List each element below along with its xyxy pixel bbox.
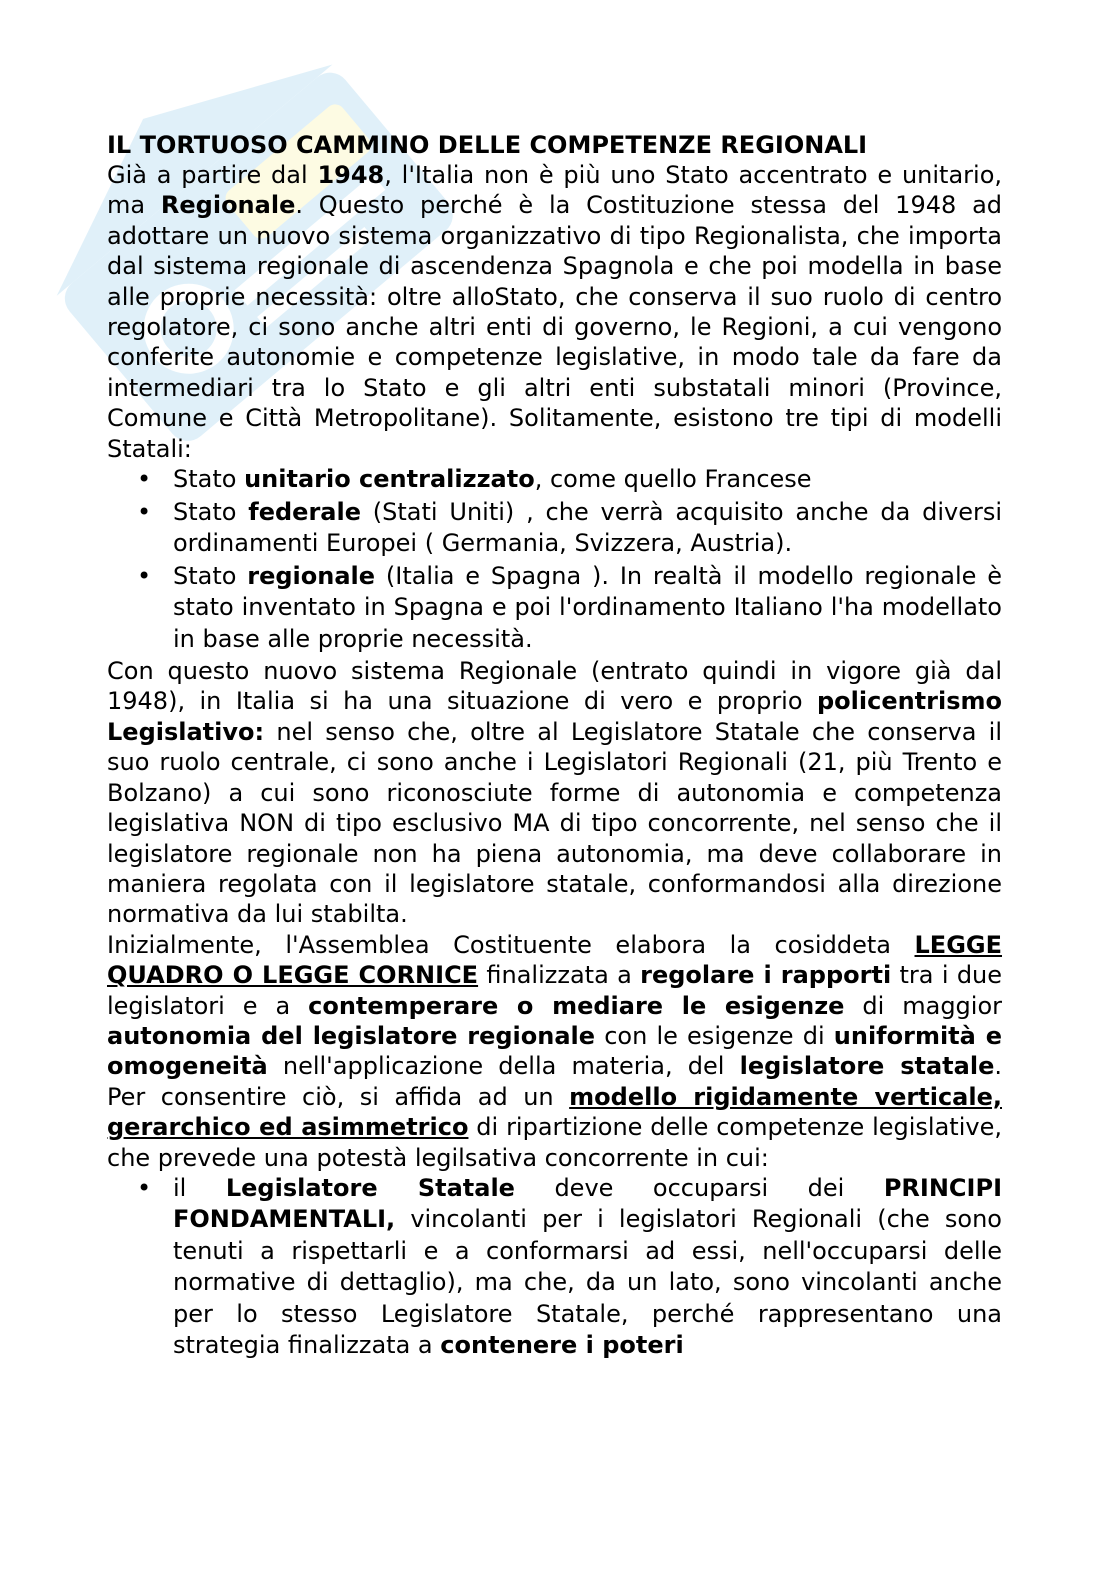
p3-text-h: di ripartizione delle competenze legislative, che prevede una potestà legilsativa concorrente in cui: xyxy=(107,1113,1002,1172)
p3-underline-legge: LEGGE QUADRO O LEGGE CORNICE xyxy=(107,930,1002,990)
intro-text-d: . Questo perché è la Costituzione stessa del 1948 ad adottare un nuovo sistema organizzativo di tipo Regionalista, che importa dal sistema regionale di ascendenza Spagnola e che poi modella in base alle proprie necessità: oltre alloStato, che conserva il suo ruolo di centro regolatore, ci sono anche altri enti di governo, le Regioni, a cui vengono conferite autonomie e competenze legislative, in modo tale da fare da intermediari tra lo Stato e gli altri enti substatali minori (Province, Comune e Città Metropolitane). Solitamente, esistono tre tipi di modelli Statali: xyxy=(107,191,1003,463)
intro-text-a: Già a partire dal xyxy=(107,161,318,189)
p3-bold-1: regolare i rapporti xyxy=(640,961,892,990)
paragraph-legge-quadro xyxy=(107,930,1002,1173)
l2-bold-poteri: contenere i poteri xyxy=(440,1331,684,1360)
document-body xyxy=(107,130,1002,1363)
p3-underline-modello: modello rigidamente verticale, gerarchico ed asimmetrico xyxy=(107,1082,1002,1142)
p2-text-a: Con questo nuovo sistema Regionale (entrato quindi in vigore già dal 1948), in Italia si ha una situazione di vero e proprio xyxy=(107,657,1002,716)
l2-bold-principi: PRINCIPI FONDAMENTALI, xyxy=(173,1173,1002,1234)
p3-bold-2: contemperare o mediare le esigenze xyxy=(308,991,845,1020)
p3-text-d: di maggior xyxy=(844,991,1003,1020)
list-item xyxy=(173,561,1002,656)
paragraph-intro xyxy=(107,160,1002,464)
l2-text-c: deve occuparsi dei xyxy=(514,1173,884,1202)
p3-bold-3: autonomia del legislatore regionale xyxy=(107,1021,596,1050)
p3-bold-5: legislatore statale xyxy=(739,1052,995,1081)
list-item xyxy=(173,1173,1002,1362)
list-item-text: (Stati Uniti) , che verrà acquisito anche da diversi ordinamenti Europei ( Germania, Svizzera, Austria). xyxy=(173,497,1002,558)
list-item-text: , come quello Francese xyxy=(534,465,812,494)
list-item-text: (Italia e Spagna ). In realtà il modello regionale è stato inventato in Spagna e poi l'ordinamento Italiano l'ha modellato in base alle proprie necessità. xyxy=(173,561,1002,653)
intro-bold-year: 1948 xyxy=(317,161,385,189)
state-models-list xyxy=(107,464,1002,655)
list-item-prefix: Stato xyxy=(173,561,248,590)
l2-bold-legislatore: Legislatore Statale xyxy=(225,1173,515,1202)
p3-text-b: finalizzata a xyxy=(478,961,641,990)
p3-text-e: con le esigenze di xyxy=(595,1021,834,1050)
competences-list xyxy=(107,1173,1002,1362)
p3-text-g: . Per consentire ciò, si affida ad un xyxy=(107,1052,1002,1111)
l2-text-a: il xyxy=(173,1173,226,1202)
document-title: IL TORTUOSO CAMMINO DELLE COMPETENZE REGIONALI xyxy=(107,131,868,159)
p3-text-c: tra i due legislatori e a xyxy=(107,961,1003,1020)
intro-text-c: , l'Italia non è più uno Stato accentrato e unitario, ma xyxy=(107,161,1003,220)
list-item-prefix: Stato xyxy=(173,497,249,526)
list-item-prefix: Stato xyxy=(173,465,245,494)
p2-bold: policentrismo Legislativo: xyxy=(107,687,1002,746)
l2-text-d: vincolanti per i legislatori Regionali (che sono tenuti a rispettarli e a conformarsi ad essi, nell'occuparsi delle normative di dettaglio), ma che, da un lato, sono vincolanti anche per lo stesso Legislatore Statale, perché rappresentano una strategia finalizzata a xyxy=(173,1205,1002,1360)
p3-text-a: Inizialmente, l'Assemblea Costituente elabora la cosiddeta xyxy=(107,930,915,959)
list-item-bold: federale xyxy=(248,497,361,526)
list-item xyxy=(173,464,1002,496)
intro-bold-regionale: Regionale xyxy=(160,191,296,220)
p2-text-c: nel senso che, oltre al Legislatore Statale che conserva il suo ruolo centrale, ci sono anche i Legislatori Regionali (21, più Trento e Bolzano) a cui sono riconosciute forme di autonomia e competenza legislativa NON di tipo esclusivo MA di tipo concorrente, nel senso che il legislatore regionale non ha piena autonomia, ma deve collaborare in maniera regolata con il legislatore statale, conformandosi alla direzione normativa da lui stabilta. xyxy=(107,717,1002,929)
list-item xyxy=(173,497,1002,560)
list-item-bold: unitario centralizzato xyxy=(244,465,535,494)
paragraph-policentrismo xyxy=(107,656,1002,930)
p3-text-f: nell'applicazione della materia, del xyxy=(267,1052,740,1081)
list-item-bold: regionale xyxy=(247,561,376,590)
p3-bold-4: uniformità e omogeneità xyxy=(107,1021,1003,1081)
